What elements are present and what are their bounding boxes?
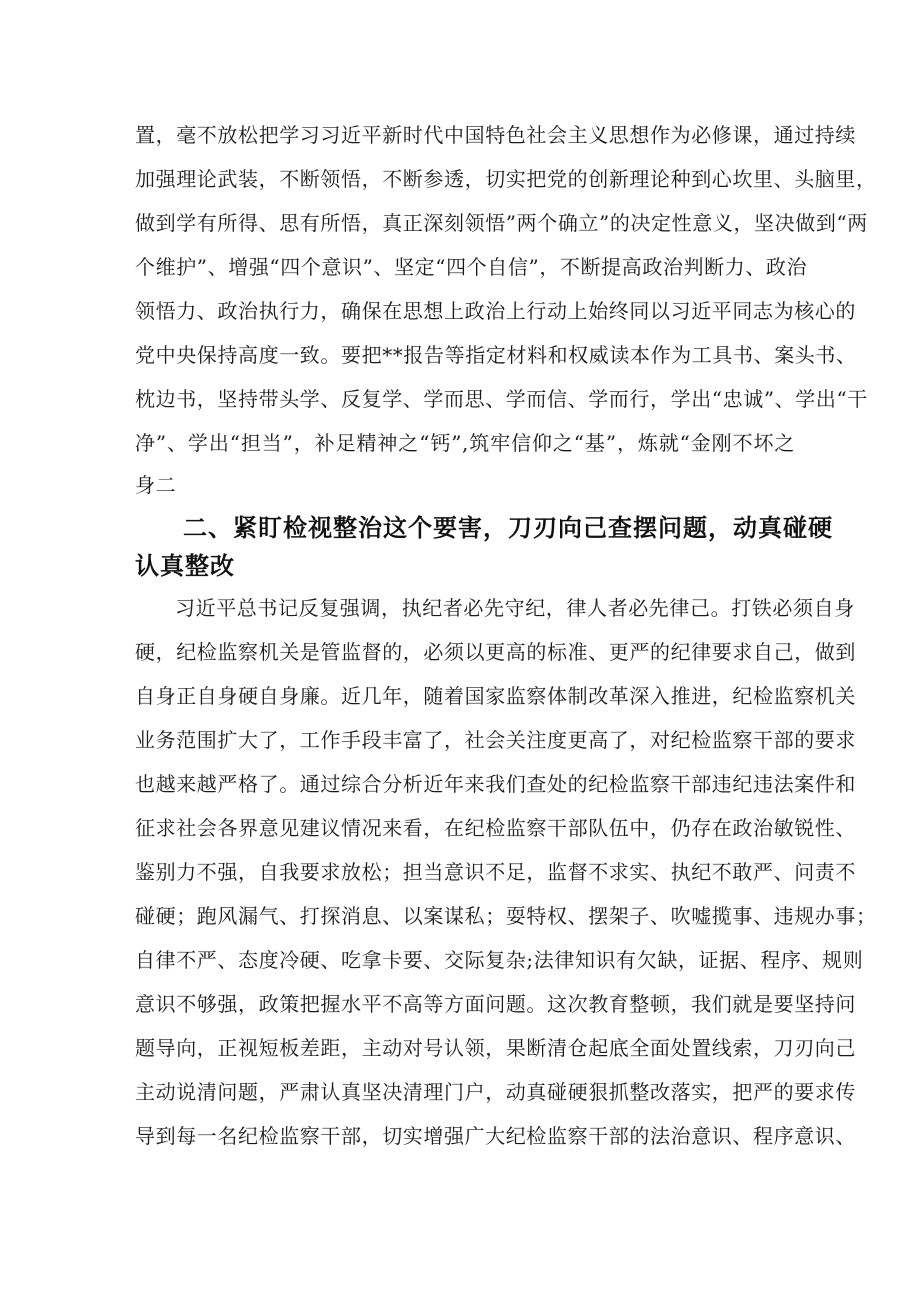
paragraph-line: 置，毫不放松把学习习近平新时代中国特色社会主义思想作为必修课，通过持续 [135, 123, 856, 147]
paragraph-line: 枕边书，坚持带头学、反复学、学而思、学而信、学而行，学出“忠诚”、学出“干 [135, 387, 868, 411]
paragraph-line: 加强理论武装，不断领悟，不断参透，切实把党的创新理论种到心坎里、头脑里， [135, 167, 877, 191]
paragraph-line: 净”、学出“担当”，补足精神之“钙”,筑牢信仰之“基”，炼就“金刚不坏之 [135, 431, 795, 455]
paragraph-line: 硬，纪检监察机关是管监督的，必须以更高的标准、更严的纪律要求自己，做到 [135, 640, 856, 664]
paragraph-line: 自律不严、态度冷硬、吃拿卡要、交际复杂;法律知识有欠缺，证据、程序、规则 [135, 948, 864, 972]
paragraph-line: 习近平总书记反复强调，执纪者必先守纪，律人者必先律己。打铁必须自身 [175, 596, 855, 620]
paragraph-line: 导到每一名纪检监察干部，切实增强广大纪检监察干部的法治意识、程序意识、 [135, 1124, 856, 1148]
paragraph-line: 党中央保持高度一致。要把**报告等指定材料和权威读本作为工具书、案头书、 [135, 343, 857, 367]
paragraph-line: 也越来越严格了。通过综合分析近年来我们查处的纪检监察干部违纪违法案件和 [135, 772, 856, 796]
section-heading-continued: 认真整改 [135, 552, 235, 580]
paragraph-line: 个维护”、增强“四个意识”、坚定“四个自信”，不断提高政治判断力、政治 [135, 255, 808, 279]
paragraph-line: 碰硬；跑风漏气、打探消息、以案谋私；耍特权、摆架子、吹嘘揽事、违规办事； [135, 904, 877, 928]
paragraph-line: 领悟力、政治执行力，确保在思想上政治上行动上始终同以习近平同志为核心的 [135, 299, 856, 323]
paragraph-line: 鉴别力不强，自我要求放松；担当意识不足，监督不求实、执纪不敢严、问责不 [135, 860, 856, 884]
section-heading: 二、紧盯检视整治这个要害，刀刃向己查摆问题，动真碰硬 [183, 514, 833, 542]
paragraph-line: 意识不够强，政策把握水平不高等方面问题。这次教育整顿，我们就是要坚持问 [135, 992, 856, 1016]
paragraph-line: 题导向，正视短板差距，主动对号认领，果断清仓起底全面处置线索，刀刃向己 [135, 1036, 856, 1060]
paragraph-line: 业务范围扩大了，工作手段丰富了，社会关注度更高了，对纪检监察干部的要求 [135, 728, 856, 752]
paragraph-line: 身二 [135, 473, 177, 497]
paragraph-line: 主动说清问题，严肃认真坚决清理门户，动真碰硬狠抓整改落实，把严的要求传 [135, 1080, 856, 1104]
paragraph-line: 自身正自身硬自身廉。近几年，随着国家监察体制改革深入推进，纪检监察机关 [135, 684, 856, 708]
paragraph-line: 做到学有所得、思有所悟，真正深刻领悟”两个确立”的决定性意义，坚决做到“两 [135, 211, 868, 235]
paragraph-line: 征求社会各界意见建议情况来看，在纪检监察干部队伍中，仍存在政治敏锐性、 [135, 816, 856, 840]
